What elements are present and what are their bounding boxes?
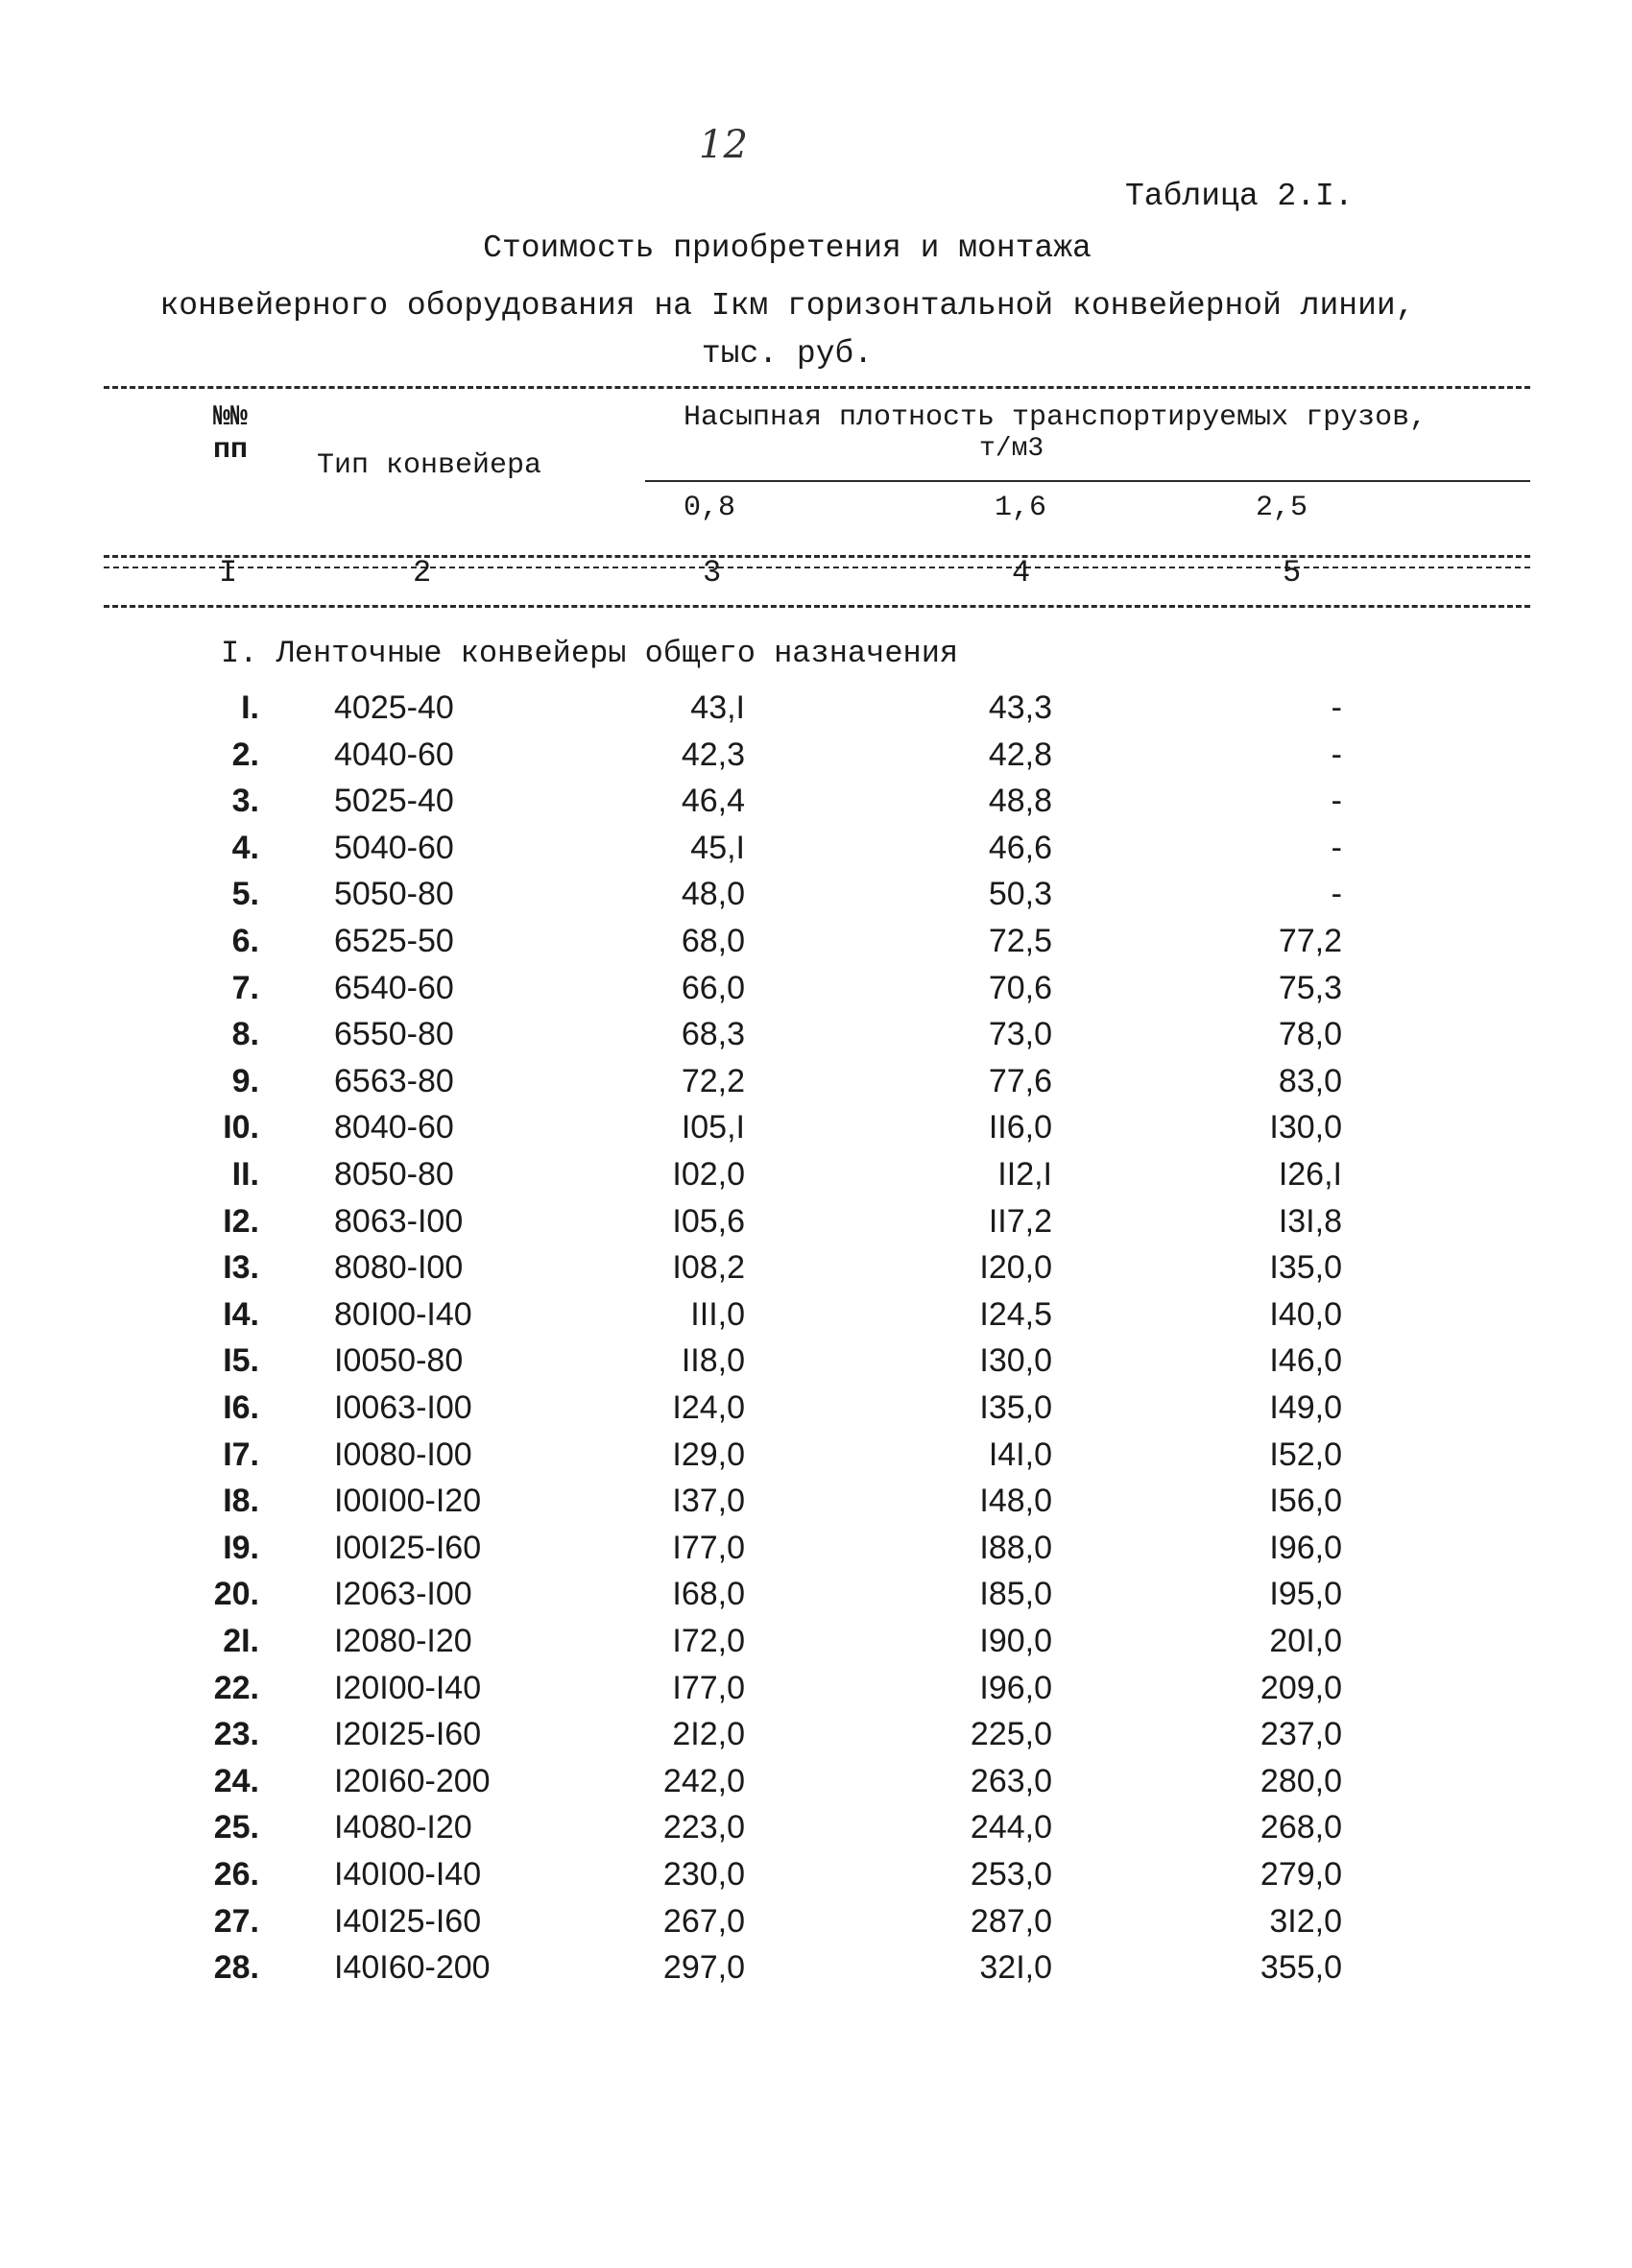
row-index: II. xyxy=(231,1156,259,1193)
cost-density-1-6: 43,3 xyxy=(988,689,1052,726)
cost-density-0-8: 2I2,0 xyxy=(672,1716,745,1753)
cost-density-2-5: I30,0 xyxy=(1269,1109,1342,1146)
row-index: 20. xyxy=(213,1576,259,1613)
header-mid-rule-1 xyxy=(104,555,1530,558)
cost-density-1-6: 50,3 xyxy=(988,876,1052,913)
header-bottom-rule xyxy=(104,605,1530,608)
cost-density-0-8: III,0 xyxy=(690,1295,745,1333)
table-row xyxy=(0,736,1632,783)
cost-density-0-8: I05,6 xyxy=(672,1202,745,1240)
conveyor-type: I40I00-I40 xyxy=(334,1856,482,1893)
cost-density-1-6: I48,0 xyxy=(979,1483,1052,1520)
cost-density-2-5: 280,0 xyxy=(1260,1762,1342,1799)
cost-density-0-8: I68,0 xyxy=(672,1576,745,1613)
cost-density-1-6: 72,5 xyxy=(988,923,1052,959)
cost-density-1-6: 225,0 xyxy=(970,1716,1052,1753)
conveyor-type: 8080-I00 xyxy=(334,1249,464,1287)
conveyor-type: I0050-80 xyxy=(334,1342,464,1380)
cost-density-1-6: I24,5 xyxy=(979,1295,1052,1333)
cost-density-1-6: 42,8 xyxy=(988,736,1052,773)
cost-density-2-5: - xyxy=(1331,829,1342,866)
table-row xyxy=(0,1949,1632,1995)
cost-density-1-6: 73,0 xyxy=(988,1016,1052,1053)
conveyor-type: 5050-80 xyxy=(334,876,454,913)
conveyor-type: I40I25-I60 xyxy=(334,1902,482,1940)
header-col-number: №№ пп xyxy=(213,401,249,467)
cost-density-1-6: 48,8 xyxy=(988,783,1052,820)
cost-density-2-5: - xyxy=(1331,736,1342,773)
cost-density-1-6: I88,0 xyxy=(979,1529,1052,1566)
cost-density-0-8: I05,I xyxy=(681,1109,745,1146)
cost-density-2-5: 78,0 xyxy=(1278,1016,1342,1053)
table-row xyxy=(0,1809,1632,1855)
header-col-type: Тип конвейера xyxy=(317,449,542,482)
conveyor-type: I40I60-200 xyxy=(334,1949,491,1987)
header-density-rule xyxy=(645,480,1530,482)
cost-density-2-5: I3I,8 xyxy=(1278,1202,1342,1240)
conveyor-type: I2063-I00 xyxy=(334,1576,472,1613)
cost-density-0-8: I72,0 xyxy=(672,1623,745,1659)
conveyor-type: I0063-I00 xyxy=(334,1389,472,1426)
row-index: 2. xyxy=(231,736,259,773)
table-row xyxy=(0,1249,1632,1295)
header-density-2: 2,5 xyxy=(1256,492,1308,524)
row-index: 7. xyxy=(231,969,259,1006)
cost-density-1-6: 46,6 xyxy=(988,829,1052,866)
row-index: I0. xyxy=(223,1109,259,1146)
conveyor-type: 8050-80 xyxy=(334,1156,454,1193)
cost-density-2-5: 83,0 xyxy=(1278,1062,1342,1099)
row-index: 2I. xyxy=(223,1623,259,1659)
row-index: 9. xyxy=(231,1062,259,1099)
cost-density-0-8: 297,0 xyxy=(662,1949,745,1987)
column-number-4: 4 xyxy=(1012,555,1031,591)
cost-density-0-8: 66,0 xyxy=(681,969,745,1006)
cost-density-0-8: 72,2 xyxy=(681,1062,745,1099)
cost-density-1-6: 263,0 xyxy=(970,1762,1052,1799)
cost-density-2-5: 237,0 xyxy=(1260,1716,1342,1753)
table-row xyxy=(0,1483,1632,1529)
cost-density-1-6: I4I,0 xyxy=(988,1436,1052,1473)
cost-density-2-5: I52,0 xyxy=(1269,1436,1342,1473)
table-row xyxy=(0,1342,1632,1388)
cost-density-1-6: II2,I xyxy=(997,1156,1052,1193)
cost-density-1-6: 70,6 xyxy=(988,969,1052,1006)
section-title: I. Ленточные конвейеры общего назначения xyxy=(221,636,959,671)
row-index: 28. xyxy=(213,1949,259,1987)
conveyor-type: 5040-60 xyxy=(334,829,454,866)
column-number-2: 2 xyxy=(413,555,432,591)
row-index: 22. xyxy=(213,1669,259,1706)
table-row xyxy=(0,1389,1632,1436)
column-number-5: 5 xyxy=(1283,555,1302,591)
conveyor-type: I00I00-I20 xyxy=(334,1483,482,1520)
table-row xyxy=(0,923,1632,969)
cost-density-0-8: 230,0 xyxy=(662,1856,745,1893)
cost-density-0-8: I29,0 xyxy=(672,1436,745,1473)
table-row xyxy=(0,1623,1632,1669)
table-title-line-1: Стоимость приобретения и монтажа xyxy=(483,230,1092,266)
cost-density-1-6: 253,0 xyxy=(970,1856,1052,1893)
table-row xyxy=(0,1856,1632,1902)
cost-density-2-5: I26,I xyxy=(1278,1156,1342,1193)
table-row xyxy=(0,1763,1632,1809)
table-row xyxy=(0,876,1632,922)
conveyor-type: 8063-I00 xyxy=(334,1202,464,1240)
conveyor-type: 4025-40 xyxy=(334,689,454,726)
conveyor-type: I00I25-I60 xyxy=(334,1529,482,1566)
row-index: 5. xyxy=(231,876,259,913)
cost-density-2-5: 3I2,0 xyxy=(1269,1902,1342,1940)
row-index: 3. xyxy=(231,783,259,820)
cost-density-0-8: I08,2 xyxy=(672,1249,745,1287)
table-row xyxy=(0,1109,1632,1155)
cost-density-0-8: 42,3 xyxy=(681,736,745,773)
cost-density-2-5: 77,2 xyxy=(1278,923,1342,959)
table-row xyxy=(0,1063,1632,1109)
row-index: 27. xyxy=(213,1902,259,1940)
header-density-1: 1,6 xyxy=(995,492,1047,524)
header-density-group: Насыпная плотность транспортируемых грузов, xyxy=(684,401,1428,434)
header-density-unit: т/м3 xyxy=(979,434,1044,464)
cost-density-2-5: I46,0 xyxy=(1269,1342,1342,1380)
row-index: I3. xyxy=(223,1249,259,1287)
table-row xyxy=(0,1903,1632,1949)
cost-density-2-5: I56,0 xyxy=(1269,1483,1342,1520)
table-row xyxy=(0,1156,1632,1202)
row-index: I. xyxy=(241,689,259,726)
row-index: 4. xyxy=(231,829,259,866)
page-number: 12 xyxy=(699,123,748,167)
conveyor-type: 6563-80 xyxy=(334,1062,454,1099)
row-index: 26. xyxy=(213,1856,259,1893)
conveyor-type: 6525-50 xyxy=(334,923,454,959)
cost-density-0-8: 68,3 xyxy=(681,1016,745,1053)
cost-density-1-6: II7,2 xyxy=(988,1202,1052,1240)
cost-density-1-6: 287,0 xyxy=(970,1902,1052,1940)
cost-density-1-6: I20,0 xyxy=(979,1249,1052,1287)
cost-density-2-5: I40,0 xyxy=(1269,1295,1342,1333)
cost-density-0-8: I24,0 xyxy=(672,1389,745,1426)
conveyor-type: 6550-80 xyxy=(334,1016,454,1053)
cost-density-1-6: I96,0 xyxy=(979,1669,1052,1706)
conveyor-type: 4040-60 xyxy=(334,736,454,773)
row-index: 6. xyxy=(231,923,259,959)
cost-density-1-6: I30,0 xyxy=(979,1342,1052,1380)
header-top-rule xyxy=(104,386,1530,389)
row-index: 25. xyxy=(213,1809,259,1846)
table-row xyxy=(0,830,1632,876)
cost-density-0-8: I02,0 xyxy=(672,1156,745,1193)
table-row xyxy=(0,1436,1632,1483)
conveyor-type: I20I00-I40 xyxy=(334,1669,482,1706)
cost-density-0-8: II8,0 xyxy=(681,1342,745,1380)
table-label: Таблица 2.I. xyxy=(1125,179,1354,214)
column-number-1: I xyxy=(219,555,238,591)
row-index: 24. xyxy=(213,1762,259,1799)
row-index: I2. xyxy=(223,1202,259,1240)
cost-density-2-5: 209,0 xyxy=(1260,1669,1342,1706)
cost-density-1-6: I90,0 xyxy=(979,1623,1052,1659)
cost-density-1-6: 77,6 xyxy=(988,1062,1052,1099)
header-density-0: 0,8 xyxy=(684,492,736,524)
cost-density-0-8: I77,0 xyxy=(672,1669,745,1706)
cost-density-0-8: 45,I xyxy=(690,829,745,866)
cost-density-1-6: I35,0 xyxy=(979,1389,1052,1426)
table-row xyxy=(0,1576,1632,1622)
conveyor-type: I4080-I20 xyxy=(334,1809,472,1846)
cost-density-2-5: 20I,0 xyxy=(1269,1623,1342,1659)
cost-density-1-6: I85,0 xyxy=(979,1576,1052,1613)
row-index: I7. xyxy=(223,1436,259,1473)
table-row xyxy=(0,1296,1632,1342)
cost-density-1-6: 32I,0 xyxy=(979,1949,1052,1987)
table-row xyxy=(0,1530,1632,1576)
conveyor-type: 80I00-I40 xyxy=(334,1295,472,1333)
cost-density-0-8: 68,0 xyxy=(681,923,745,959)
cost-density-0-8: 48,0 xyxy=(681,876,745,913)
cost-density-0-8: 46,4 xyxy=(681,783,745,820)
cost-density-2-5: I35,0 xyxy=(1269,1249,1342,1287)
cost-density-2-5: I96,0 xyxy=(1269,1529,1342,1566)
conveyor-type: I20I60-200 xyxy=(334,1762,491,1799)
column-number-3: 3 xyxy=(703,555,722,591)
cost-density-2-5: - xyxy=(1331,876,1342,913)
conveyor-type: 6540-60 xyxy=(334,969,454,1006)
row-index: 8. xyxy=(231,1016,259,1053)
table-row xyxy=(0,1016,1632,1062)
conveyor-type: I0080-I00 xyxy=(334,1436,472,1473)
cost-density-0-8: 242,0 xyxy=(662,1762,745,1799)
conveyor-type: 8040-60 xyxy=(334,1109,454,1146)
conveyor-type: I20I25-I60 xyxy=(334,1716,482,1753)
table-title-line-3: тыс. руб. xyxy=(701,336,874,372)
row-index: I8. xyxy=(223,1483,259,1520)
cost-density-2-5: I49,0 xyxy=(1269,1389,1342,1426)
row-index: I6. xyxy=(223,1389,259,1426)
cost-density-0-8: I37,0 xyxy=(672,1483,745,1520)
cost-density-2-5: I95,0 xyxy=(1269,1576,1342,1613)
cost-density-0-8: 267,0 xyxy=(662,1902,745,1940)
row-index: 23. xyxy=(213,1716,259,1753)
cost-density-1-6: II6,0 xyxy=(988,1109,1052,1146)
table-row xyxy=(0,1670,1632,1716)
cost-density-2-5: 75,3 xyxy=(1278,969,1342,1006)
row-index: I9. xyxy=(223,1529,259,1566)
cost-density-2-5: 268,0 xyxy=(1260,1809,1342,1846)
table-row xyxy=(0,1716,1632,1762)
table-title-line-2: конвейерного оборудования на Iкм горизонтальной конвейерной линии, xyxy=(159,288,1415,324)
cost-density-1-6: 244,0 xyxy=(970,1809,1052,1846)
cost-density-0-8: 223,0 xyxy=(662,1809,745,1846)
table-row xyxy=(0,1203,1632,1249)
cost-density-2-5: - xyxy=(1331,783,1342,820)
cost-density-0-8: 43,I xyxy=(690,689,745,726)
conveyor-type: 5025-40 xyxy=(334,783,454,820)
conveyor-type: I2080-I20 xyxy=(334,1623,472,1659)
cost-density-0-8: I77,0 xyxy=(672,1529,745,1566)
row-index: I5. xyxy=(223,1342,259,1380)
row-index: I4. xyxy=(223,1295,259,1333)
table-row xyxy=(0,783,1632,829)
header-mid-rule-2 xyxy=(104,567,1530,568)
table-row xyxy=(0,970,1632,1016)
table-row xyxy=(0,689,1632,736)
cost-density-2-5: 279,0 xyxy=(1260,1856,1342,1893)
cost-density-2-5: - xyxy=(1331,689,1342,726)
cost-density-2-5: 355,0 xyxy=(1260,1949,1342,1987)
